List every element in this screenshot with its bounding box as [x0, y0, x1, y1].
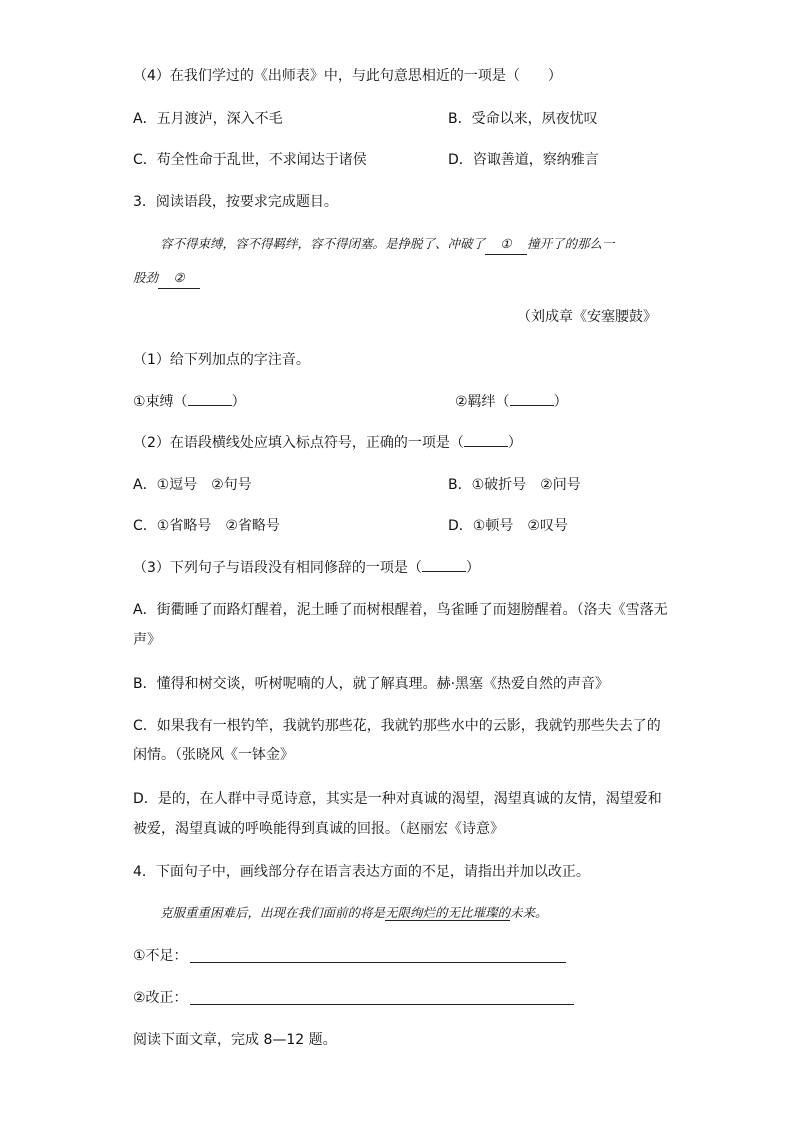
q4-sentence-underlined: 无限绚烂的无比璀璨的: [385, 905, 511, 920]
answer-blank: [188, 405, 232, 406]
q2-4-option-a: A．五月渡泸，深入不毛: [133, 111, 283, 127]
q3-passage-tail: 撞开了的那么一: [527, 236, 615, 251]
q4-sentence-post: 未来。: [510, 905, 548, 920]
q3-sub2-option-c: C．①省略号 ②省略号: [133, 518, 280, 534]
q3-sub3-stem-text: （3）下列句子与语段没有相同修辞的一项是（: [133, 560, 422, 576]
q3-sub3-option-c-line2: 闲情。（张晓风《一钵金》: [133, 747, 294, 763]
q3-sub1-item-a-close: ）: [231, 394, 246, 410]
q3-sub1-item-a: [133, 392, 246, 412]
q3-sub3-option-b: B．懂得和树交谈，听树呢喃的人，就了解真理。赫·黑塞《热爱自然的声音》: [133, 676, 610, 692]
q3-blank-2: ②: [158, 268, 200, 289]
q3-sub3-option-d-line1: D．是的，在人群中寻觅诗意，其实是一种对真诚的渴望，渴望真诚的友情，渴望爱和: [133, 791, 662, 807]
q3-blank-1: ①: [485, 234, 527, 255]
q3-sub2-stem: [133, 433, 522, 453]
q3-title: 3．阅读语段，按要求完成题目。: [133, 194, 338, 210]
q3-sub3-option-a-line1: A．街衢睡了而路灯醒着，泥土睡了而树根醒着，鸟雀睡了而翅膀醒着。（洛夫《雪落无: [133, 602, 668, 618]
q4-fault-answer-line: [190, 962, 566, 963]
answer-blank: [510, 405, 554, 406]
q4-sentence-pre: 克服重重困难后，出现在我们面前的将是: [160, 905, 386, 920]
q4-fix-answer-line: [190, 1004, 574, 1005]
q3-sub2-option-b: B．①破折号 ②问号: [448, 477, 581, 493]
q3-sub3-option-a-line2: 声》: [133, 632, 161, 648]
q3-passage-text-2: 股劲: [133, 270, 159, 285]
q3-passage-text: 容不得束缚，容不得羁绊，容不得闭塞。是挣脱了、冲破了: [160, 236, 486, 251]
q3-sub3-option-c-line1: C．如果我有一根钓竿，我就钓那些花，我就钓那些水中的云影，我就钓那些失去了的: [133, 718, 661, 734]
q4-fault-label: ①不足：: [133, 948, 188, 964]
q3-sub1-item-b: [455, 392, 568, 412]
q3-sub3-stem-close: ）: [465, 560, 480, 576]
q3-source: （刘成章《安塞腰鼓》: [517, 309, 657, 325]
q4-title: 4．下面句子中，画线部分存在语言表达方面的不足，请指出并加以改正。: [133, 864, 590, 880]
q3-sub3-stem: [133, 558, 480, 578]
q2-4-stem: （4）在我们学过的《出师表》中，与此句意思相近的一项是（ ）: [133, 68, 562, 84]
q4-sentence: [160, 903, 548, 923]
q3-sub2-option-d: D．①顿号 ②叹号: [448, 518, 568, 534]
q2-4-option-c: C．苟全性命于乱世，不求闻达于诸侯: [133, 152, 367, 168]
q3-passage-line1: [160, 234, 615, 255]
q3-sub1-item-b-label: ②羁绊（: [455, 394, 510, 410]
q2-4-option-b: B．受命以来，夙夜忧叹: [448, 111, 598, 127]
q3-sub1-item-a-label: ①束缚（: [133, 394, 188, 410]
q3-sub2-stem-close: ）: [507, 435, 522, 451]
q3-passage-line2: [133, 268, 200, 289]
q3-sub2-option-a: A．①逗号 ②句号: [133, 477, 252, 493]
q3-sub2-stem-text: （2）在语段横线处应填入标点符号，正确的一项是（: [133, 435, 464, 451]
q3-sub3-option-d-line2: 被爱，渴望真诚的呼唤能得到真诚的回报。（赵丽宏《诗意》: [133, 821, 504, 837]
next-section-instruction: 阅读下面文章，完成 8—12 题。: [133, 1032, 337, 1048]
q3-sub1-stem: （1）给下列加点的字注音。: [133, 352, 310, 368]
q4-fix-label: ②改正：: [133, 990, 188, 1006]
q3-sub1-item-b-close: ）: [553, 394, 568, 410]
q2-4-option-d: D．咨诹善道，察纳雅言: [448, 152, 599, 168]
answer-blank: [464, 446, 508, 447]
answer-blank: [422, 571, 466, 572]
